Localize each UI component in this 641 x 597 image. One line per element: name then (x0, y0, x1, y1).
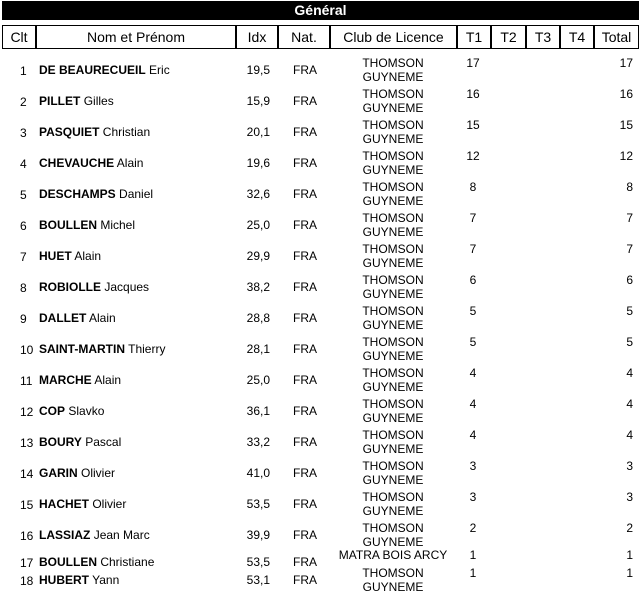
club-line-2: GUYNEME (362, 101, 424, 115)
club-line-1: THOMSON (362, 211, 424, 225)
total-cell: 8 (626, 180, 633, 194)
club-line-2: GUYNEME (362, 411, 424, 425)
rank-cell: 6 (20, 219, 27, 233)
last-name: PASQUIET (39, 125, 100, 139)
table-row (0, 335, 641, 366)
player-name (39, 573, 119, 587)
first-name: Olivier (81, 466, 116, 480)
table-row (0, 273, 641, 304)
header-t3: T3 (526, 25, 560, 49)
player-name (39, 342, 165, 356)
table-row (0, 180, 641, 211)
player-name (39, 94, 114, 108)
t1-cell: 3 (469, 490, 477, 504)
index-cell: 53,1 (246, 573, 270, 587)
table-row (0, 149, 641, 180)
nationality-cell: FRA (293, 342, 317, 356)
t1-cell: 1 (469, 566, 477, 580)
first-name: Thierry (128, 342, 166, 356)
last-name: HUET (39, 249, 72, 263)
first-name: Eric (149, 63, 170, 77)
table-row (0, 428, 641, 459)
club-line-1: THOMSON (362, 180, 424, 194)
last-name: BOURY (39, 435, 82, 449)
rank-cell: 13 (20, 436, 34, 450)
table-row (0, 56, 641, 87)
last-name: BOULLEN (39, 555, 97, 569)
rank-cell: 14 (20, 467, 34, 481)
first-name: Christian (102, 125, 151, 139)
index-cell: 53,5 (246, 497, 270, 511)
nationality-cell: FRA (293, 435, 317, 449)
t1-cell: 3 (469, 459, 477, 473)
first-name: Slavko (68, 404, 105, 418)
club-line-2: GUYNEME (362, 287, 424, 301)
player-name (39, 125, 150, 139)
header-t4: T4 (560, 25, 594, 49)
player-name (39, 497, 126, 511)
player-name (39, 63, 170, 77)
t1-cell: 2 (469, 521, 477, 535)
first-name: Christiane (100, 555, 155, 569)
first-name: Pascal (85, 435, 122, 449)
header-nat: Nat. (278, 25, 330, 49)
player-name (39, 404, 104, 418)
last-name: HACHET (39, 497, 89, 511)
player-name (39, 528, 150, 542)
club-line-2: GUYNEME (362, 535, 424, 549)
table-row (0, 87, 641, 118)
t1-cell: 8 (469, 180, 477, 194)
last-name: DESCHAMPS (39, 187, 116, 201)
total-cell: 6 (626, 273, 633, 287)
t1-cell: 15 (466, 118, 480, 132)
club-line-1: THOMSON (362, 459, 424, 473)
index-cell: 28,8 (246, 311, 270, 325)
club-line-1: THOMSON (362, 242, 424, 256)
total-cell: 17 (619, 56, 633, 70)
section-title: Général (2, 1, 639, 20)
table-row (0, 459, 641, 490)
first-name: Daniel (119, 187, 154, 201)
rank-cell: 16 (20, 529, 34, 543)
last-name: HUBERT (39, 573, 89, 587)
nationality-cell: FRA (293, 280, 317, 294)
rank-cell: 1 (20, 64, 27, 78)
rank-cell: 18 (20, 574, 34, 588)
nationality-cell: FRA (293, 555, 317, 569)
club-line-2: GUYNEME (362, 580, 424, 594)
index-cell: 19,5 (246, 63, 270, 77)
index-cell: 28,1 (246, 342, 270, 356)
last-name: DE BEAURECUEIL (39, 63, 146, 77)
last-name: DALLET (39, 311, 87, 325)
table-row (0, 490, 641, 521)
table-row (0, 211, 641, 242)
table-row (0, 366, 641, 397)
index-cell: 38,2 (246, 280, 270, 294)
nationality-cell: FRA (293, 573, 317, 587)
nationality-cell: FRA (293, 311, 317, 325)
header-t2: T2 (491, 25, 526, 49)
player-name (39, 249, 101, 263)
t1-cell: 5 (469, 304, 477, 318)
rank-cell: 7 (20, 250, 27, 264)
total-cell: 2 (626, 521, 633, 535)
rank-cell: 17 (20, 556, 34, 570)
t1-cell: 17 (466, 56, 480, 70)
index-cell: 29,9 (246, 249, 270, 263)
first-name: Michel (100, 218, 136, 232)
index-cell: 33,2 (246, 435, 270, 449)
index-cell: 53,5 (246, 555, 270, 569)
club-line-1: THOMSON (362, 273, 424, 287)
total-cell: 7 (626, 242, 633, 256)
last-name: SAINT-MARTIN (39, 342, 125, 356)
nationality-cell: FRA (293, 94, 317, 108)
club-line-2: GUYNEME (362, 473, 424, 487)
club-line-1: THOMSON (362, 397, 424, 411)
last-name: GARIN (39, 466, 78, 480)
last-name: ROBIOLLE (39, 280, 101, 294)
club-line-2: GUYNEME (362, 132, 424, 146)
club-line-1: THOMSON (362, 566, 424, 580)
t1-cell: 4 (469, 428, 477, 442)
first-name: Gilles (83, 94, 114, 108)
nationality-cell: FRA (293, 497, 317, 511)
nationality-cell: FRA (293, 466, 317, 480)
club-line-1: THOMSON (362, 521, 424, 535)
nationality-cell: FRA (293, 373, 317, 387)
club-line-1: THOMSON (362, 149, 424, 163)
rank-cell: 9 (20, 312, 27, 326)
rank-cell: 8 (20, 281, 27, 295)
player-name (39, 187, 153, 201)
club-line-2: GUYNEME (362, 163, 424, 177)
index-cell: 41,0 (246, 466, 270, 480)
nationality-cell: FRA (293, 528, 317, 542)
first-name: Alain (94, 373, 122, 387)
t1-cell: 7 (469, 242, 477, 256)
rank-cell: 4 (20, 157, 27, 171)
player-name (39, 156, 143, 170)
index-cell: 20,1 (246, 125, 270, 139)
header-name: Nom et Prénom (36, 25, 236, 49)
total-cell: 16 (619, 87, 633, 101)
club-line-1: THOMSON (362, 118, 424, 132)
nationality-cell: FRA (293, 156, 317, 170)
t1-cell: 6 (469, 273, 477, 287)
club-line-1: THOMSON (362, 490, 424, 504)
header-club: Club de Licence (330, 25, 457, 49)
first-name: Jacques (104, 280, 150, 294)
club-line-1: THOMSON (362, 428, 424, 442)
player-name (39, 311, 116, 325)
total-cell: 5 (626, 335, 633, 349)
club-line-2: GUYNEME (362, 318, 424, 332)
total-cell: 5 (626, 304, 633, 318)
t1-cell: 16 (466, 87, 480, 101)
first-name: Jean Marc (93, 528, 150, 542)
nationality-cell: FRA (293, 404, 317, 418)
player-name (39, 280, 149, 294)
index-cell: 15,9 (246, 94, 270, 108)
club-line-1: THOMSON (362, 335, 424, 349)
total-cell: 7 (626, 211, 633, 225)
rank-cell: 10 (20, 343, 34, 357)
table-row (0, 397, 641, 428)
last-name: CHEVAUCHE (39, 156, 115, 170)
player-name (39, 373, 121, 387)
player-name (39, 218, 135, 232)
header-clt: Clt (2, 25, 36, 49)
t1-cell: 4 (469, 366, 477, 380)
club-line-2: GUYNEME (362, 504, 424, 518)
club-line-2: GUYNEME (362, 442, 424, 456)
index-cell: 32,6 (246, 187, 270, 201)
t1-cell: 4 (469, 397, 477, 411)
club-line-2: GUYNEME (362, 225, 424, 239)
last-name: COP (39, 404, 66, 418)
nationality-cell: FRA (293, 218, 317, 232)
club-line-1: THOMSON (362, 56, 424, 70)
first-name: Alain (116, 156, 144, 170)
club-line-2: GUYNEME (362, 194, 424, 208)
total-cell: 15 (619, 118, 633, 132)
club-line-2: GUYNEME (362, 380, 424, 394)
index-cell: 36,1 (246, 404, 270, 418)
header-t1: T1 (457, 25, 491, 49)
club-line-2: GUYNEME (362, 256, 424, 270)
index-cell: 39,9 (246, 528, 270, 542)
table-row (0, 566, 641, 597)
first-name: Alain (89, 311, 116, 325)
player-name (39, 466, 115, 480)
total-cell: 4 (626, 366, 633, 380)
club-line-1: THOMSON (362, 304, 424, 318)
total-cell: 12 (619, 149, 633, 163)
header-total: Total (594, 25, 639, 49)
index-cell: 25,0 (246, 373, 270, 387)
total-cell: 4 (626, 397, 633, 411)
last-name: BOULLEN (39, 218, 97, 232)
total-cell: 3 (626, 459, 633, 473)
rank-cell: 3 (20, 126, 27, 140)
nationality-cell: FRA (293, 249, 317, 263)
header-idx: Idx (236, 25, 278, 49)
index-cell: 25,0 (246, 218, 270, 232)
index-cell: 19,6 (246, 156, 270, 170)
player-name (39, 435, 121, 449)
t1-cell: 5 (469, 335, 477, 349)
club-line-1: MATRA BOIS ARCY (338, 548, 448, 562)
nationality-cell: FRA (293, 63, 317, 77)
nationality-cell: FRA (293, 125, 317, 139)
total-cell: 1 (626, 548, 633, 562)
last-name: LASSIAZ (39, 528, 91, 542)
t1-cell: 1 (469, 548, 477, 562)
rank-cell: 12 (20, 405, 34, 419)
table-row (0, 304, 641, 335)
total-cell: 3 (626, 490, 633, 504)
first-name: Olivier (92, 497, 127, 511)
total-cell: 4 (626, 428, 633, 442)
total-cell: 1 (626, 566, 633, 580)
last-name: PILLET (39, 94, 81, 108)
t1-cell: 7 (469, 211, 477, 225)
nationality-cell: FRA (293, 187, 317, 201)
first-name: Alain (74, 249, 102, 263)
table-row (0, 118, 641, 149)
first-name: Yann (92, 573, 120, 587)
rank-cell: 5 (20, 188, 27, 202)
club-line-2: GUYNEME (362, 349, 424, 363)
table-row (0, 242, 641, 273)
club-line-2: GUYNEME (362, 70, 424, 84)
t1-cell: 12 (466, 149, 480, 163)
rank-cell: 2 (20, 95, 27, 109)
club-line-1: THOMSON (362, 366, 424, 380)
rank-cell: 15 (20, 498, 34, 512)
rank-cell: 11 (20, 374, 33, 388)
club-line-1: THOMSON (362, 87, 424, 101)
last-name: MARCHE (39, 373, 92, 387)
